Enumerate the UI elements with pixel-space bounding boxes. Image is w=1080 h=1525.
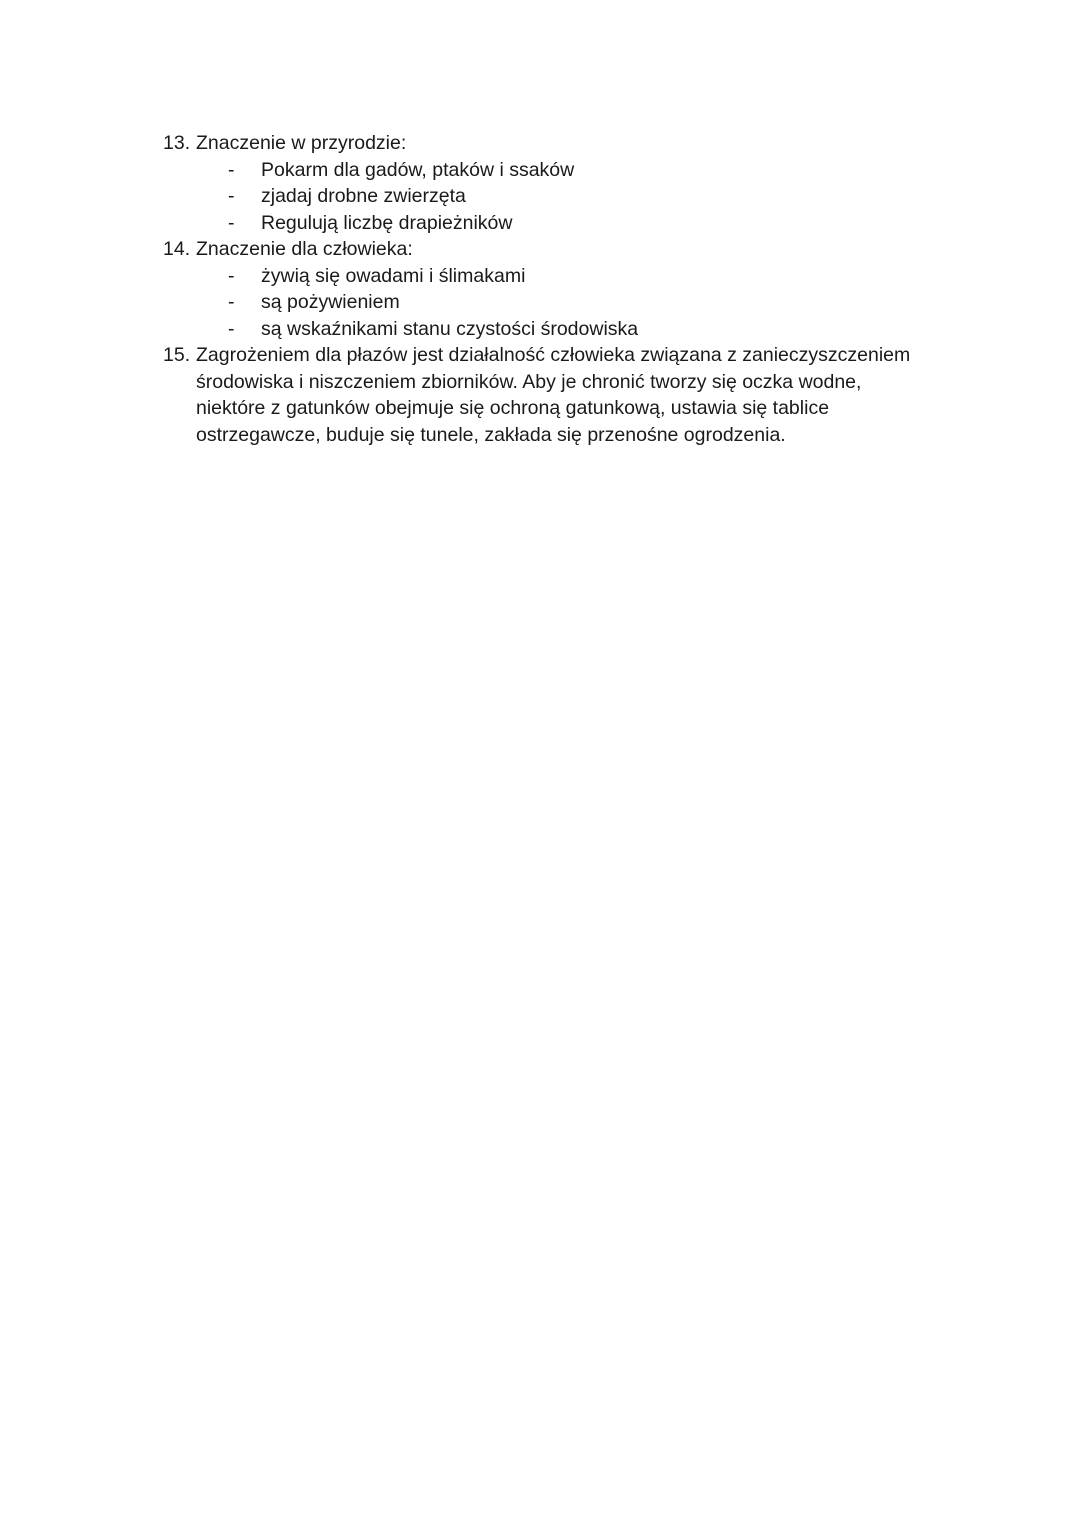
- sub-list-item: [0, 289, 1080, 316]
- sub-item-text: Regulują liczbę drapieżników: [261, 211, 513, 234]
- list-item-14: [0, 236, 1080, 263]
- sub-list-item: [0, 263, 1080, 290]
- sub-item-text: są pożywieniem: [261, 291, 400, 313]
- sub-item-text: zjadaj drobne zwierzęta: [261, 185, 466, 207]
- paragraph-line: ostrzegawcze, buduje się tunele, zakłada się przenośne ogrodzenia.: [196, 423, 786, 446]
- bullet-dash: -: [228, 317, 235, 340]
- list-item-13: [0, 130, 1080, 157]
- list-item-15: [0, 342, 1080, 448]
- document-page: [0, 130, 1080, 448]
- item-heading: Znaczenie dla człowieka:: [196, 238, 413, 260]
- bullet-dash: -: [228, 158, 235, 181]
- paragraph-line: środowiska i niszczeniem zbiorników. Aby je chronić tworzy się oczka wodne,: [196, 370, 862, 393]
- sub-list-item: [0, 316, 1080, 343]
- sub-list-item: [0, 210, 1080, 237]
- paragraph-line: Zagrożeniem dla płazów jest działalność człowieka związana z zanieczyszczeniem: [196, 344, 911, 366]
- sub-list-item: [0, 183, 1080, 210]
- sub-item-text: są wskaźnikami stanu czystości środowiska: [261, 317, 639, 340]
- bullet-dash: -: [228, 185, 235, 207]
- bullet-dash: -: [228, 264, 235, 287]
- item-number: 14.: [163, 238, 191, 260]
- paragraph-line: niektóre z gatunków obejmuje się ochroną gatunkową, ustawia się tablice: [196, 397, 830, 419]
- sub-item-text: żywią się owadami i ślimakami: [261, 264, 526, 287]
- item-number: 13.: [163, 132, 191, 154]
- bullet-dash: -: [228, 291, 235, 313]
- sub-list-item: [0, 157, 1080, 184]
- item-heading: Znaczenie w przyrodzie:: [196, 132, 407, 154]
- bullet-dash: -: [228, 211, 235, 234]
- sub-item-text: Pokarm dla gadów, ptaków i ssaków: [261, 158, 575, 181]
- item-number: 15.: [163, 344, 191, 366]
